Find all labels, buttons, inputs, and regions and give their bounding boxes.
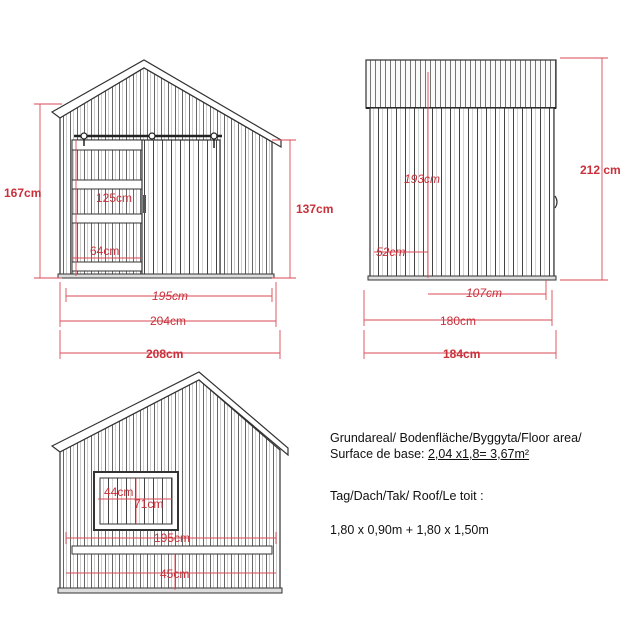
front-width-total-label: 208cm xyxy=(146,347,184,361)
front-door-width-label: 64cm xyxy=(90,244,120,258)
front-view xyxy=(52,60,281,278)
side-height-total-label: 212 cm xyxy=(580,163,621,177)
side-inner-width-label: 107cm xyxy=(466,286,503,300)
floor-area-line xyxy=(330,446,630,462)
floor-area-prefix: Surface de base: xyxy=(330,447,428,461)
front-width-base-label: 204cm xyxy=(150,314,187,328)
back-base xyxy=(58,588,282,593)
front-sliding-door xyxy=(142,140,220,276)
front-width-inner-label: 195cm xyxy=(152,289,189,303)
roof-label: Tag/Dach/Tak/ Roof/Le toit : xyxy=(330,489,484,503)
floor-area-value: 2,04 x1,8= 3,67m² xyxy=(427,447,530,461)
notes-panel xyxy=(330,430,630,538)
side-base xyxy=(368,276,556,280)
front-door-height-label: 125cm xyxy=(96,191,133,205)
back-window-width-label: 44cm xyxy=(104,485,134,499)
back-width-inner-label: 195cm xyxy=(154,531,191,545)
back-rail xyxy=(72,546,272,554)
side-roof xyxy=(366,60,556,108)
side-handle-icon xyxy=(555,196,557,208)
front-height-total-label: 167cm xyxy=(4,186,42,200)
back-window-height-label: 71cm xyxy=(134,497,164,511)
roof-value: 1,80 x 0,90m + 1,80 x 1,50m xyxy=(330,523,489,537)
back-view xyxy=(52,372,288,593)
side-left-width-label: 52cm xyxy=(376,245,406,259)
front-base xyxy=(58,274,274,278)
back-bottom-height-label: 45cm xyxy=(160,567,190,581)
side-height-inner-label: 193cm xyxy=(404,172,441,186)
side-width-total-label: 184cm xyxy=(443,347,481,361)
side-width-wall-label: 180cm xyxy=(440,314,477,328)
floor-area-label: Grundareal/ Bodenfläche/Byggyta/Floor area/ xyxy=(330,431,582,445)
front-height-wall-label: 137cm xyxy=(296,202,334,216)
door-handle-icon xyxy=(143,195,146,213)
